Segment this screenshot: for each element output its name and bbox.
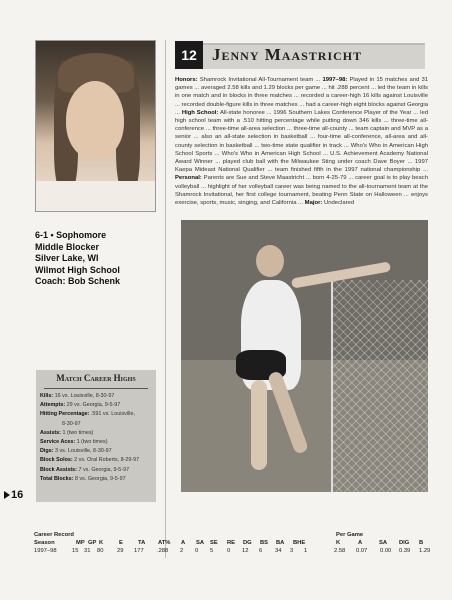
record-header: RE	[227, 540, 236, 546]
player-info-line: Silver Lake, WI	[35, 253, 99, 263]
record-header: K	[99, 540, 104, 546]
career-highs-list	[40, 392, 154, 484]
player-info-line: Middle Blocker	[35, 241, 100, 252]
record-cell: 31	[84, 548, 91, 554]
bio-text: Undeclared	[322, 200, 355, 207]
career-high-item	[40, 475, 154, 484]
record-cell: 0.39	[399, 548, 411, 554]
action-photo	[181, 220, 428, 492]
career-high-label: Block Solos:	[40, 457, 73, 464]
record-header: A	[181, 540, 186, 546]
record-header: Season	[34, 540, 55, 546]
column-divider	[165, 40, 166, 558]
career-high-label: Block Assists:	[40, 466, 77, 473]
player-bio	[175, 76, 428, 207]
bio-text: Shamrock Invitational All-Tournament team ...	[197, 77, 323, 83]
bio-heading: 1997–98:	[322, 77, 348, 83]
bio-text: All-state honoree ... 1996 Southern Lakes Conference Player of the Year ... led high school team with a .510 hitting percentage while putting down 346 kills ... three-time all-conference ... three-time all-area selection ... three-time all-county ... team captain and MVP as a senior ... also an all-state selection in basketball ... four-time all-conference, all-area and all-county selection in basketball ... two-time state qualifier in track ... Who's Who in American High School Sports ... Who's Who in American High School ... U.S. Achievement Academy National Award Winner ... played club ball with the Milwaukee Sting under coach Dave Boyer ... 1997 Kaepa Mideast National Qualifier ... team finished fifth in the 1997 national championship ...	[175, 109, 429, 174]
bio-heading: Major:	[304, 200, 323, 207]
career-high-label: Hitting Percentage:	[40, 411, 90, 418]
career-high-item	[40, 420, 154, 429]
per-game-title: Per Game	[336, 532, 364, 538]
bio-heading: High School:	[181, 109, 219, 116]
career-high-value: 2 vs. Oral Roberts, 8-29-97	[72, 457, 140, 464]
player-info	[35, 230, 120, 288]
bio-text: Played in 15 matches and 31 games ... averaged 2.58 kills and 1.29 blocks per game ... hit .288 percent ... led the team in kills in one match and in blocks in three matches ... recorded a career-high 16 kills against Louisville ... recorded double-figure kills in three matches ... had a career-high eight blocks against Georgia ...	[175, 77, 428, 116]
record-cell: 6	[259, 548, 263, 554]
record-cell: 1	[304, 548, 308, 554]
record-cell: 80	[97, 548, 104, 554]
record-header: GP	[88, 540, 97, 546]
record-header: BHE	[293, 540, 306, 546]
career-high-item	[40, 410, 154, 419]
record-cell: 12	[242, 548, 249, 554]
record-cell: .288	[157, 548, 169, 554]
career-high-value: 29 vs. Georgia, 9-5-97	[65, 402, 121, 409]
career-high-value: 8 vs. Georgia, 9-5-97	[73, 475, 126, 482]
player-info-line: 6-1 • Sophomore	[35, 230, 107, 240]
record-header: DIG	[399, 540, 410, 546]
record-header: DG	[243, 540, 252, 546]
record-header: BA	[276, 540, 285, 546]
career-highs-rule	[44, 388, 148, 389]
record-header: SA	[379, 540, 388, 546]
photo-player-leg	[251, 380, 267, 470]
career-highs-title: Match Career Highs	[56, 373, 136, 383]
career-high-value: 1 (two times)	[60, 429, 94, 436]
bio-text: Parents are Sue and Steve Maastricht ... born 4-25-79 ... career goal is to play beach volleyball ... highlight of her volleyball career was being named to the all-tournament team at the Shamrock Invitational, her first college tournament, beating Penn State on Halloween ... enjoys exercise, sports, music, singing, and California ...	[175, 175, 428, 207]
career-high-label: Service Aces:	[40, 439, 76, 446]
career-high-label: Digs:	[40, 448, 54, 455]
career-high-label: Assists:	[40, 429, 61, 436]
record-cell: 3	[290, 548, 294, 554]
record-header: SE	[210, 540, 218, 546]
record-cell: 0.00	[380, 548, 392, 554]
page-marker-icon	[4, 491, 10, 499]
player-headshot	[35, 40, 156, 212]
career-high-label: Kills:	[40, 393, 54, 399]
career-high-label: Attempts:	[40, 402, 66, 409]
player-name: Jenny Maastricht	[212, 45, 363, 64]
career-high-value: .591 vs. Louisville,	[89, 411, 135, 418]
record-header: AT%	[158, 540, 171, 546]
career-highs-box	[36, 370, 156, 502]
record-cell: 177	[134, 548, 144, 554]
record-cell: 0.07	[356, 548, 368, 554]
record-header: MP	[76, 540, 85, 546]
record-cell: 15	[72, 548, 79, 554]
page-number-text: 16	[11, 489, 24, 501]
career-high-item	[40, 447, 154, 456]
record-header: BS	[260, 540, 269, 546]
photo-net	[331, 280, 428, 492]
headshot-face	[66, 81, 124, 159]
photo-player-head	[256, 245, 284, 277]
player-info-line: Coach: Bob Schenk	[35, 276, 121, 286]
record-cell: 5	[210, 548, 214, 554]
career-high-item	[40, 438, 154, 447]
career-high-item	[40, 401, 154, 410]
record-cell: 2.58	[334, 548, 346, 554]
career-high-value: 1 (two times)	[75, 439, 108, 446]
record-cell: 1997–98	[34, 548, 57, 554]
record-header: A	[358, 540, 363, 546]
career-record-title: Career Record	[34, 532, 74, 538]
headshot-shirt	[36, 181, 155, 211]
record-header: SA	[196, 540, 205, 546]
career-high-item	[40, 466, 154, 475]
record-cell: 2	[180, 548, 184, 554]
career-high-label: Total Blocks:	[40, 475, 74, 482]
career-high-item	[40, 392, 154, 401]
player-info-line: Wilmot High School	[35, 264, 120, 275]
jersey-number: 12	[175, 41, 203, 69]
record-header: K	[336, 540, 341, 546]
career-high-value: 3 vs. Louisville, 8-30-97	[53, 448, 112, 455]
record-cell: 1.29	[419, 548, 431, 554]
bio-heading: Personal:	[175, 175, 202, 182]
record-cell: 0	[227, 548, 231, 554]
career-high-value: 16 vs. Louisville, 8-30-97	[53, 393, 115, 399]
record-cell: 29	[117, 548, 124, 554]
career-high-item	[40, 456, 154, 465]
record-header: B	[419, 540, 424, 546]
record-cell: 0	[195, 548, 199, 554]
record-header: E	[119, 540, 123, 546]
career-high-value: 8-30-97	[62, 420, 81, 427]
page-number	[4, 489, 23, 501]
record-cell: 34	[275, 548, 282, 554]
career-high-value: 7 vs. Georgia, 9-5-97	[76, 466, 130, 473]
record-header: TA	[138, 540, 146, 546]
career-high-item	[40, 429, 154, 438]
bio-heading: Honors:	[175, 77, 198, 83]
